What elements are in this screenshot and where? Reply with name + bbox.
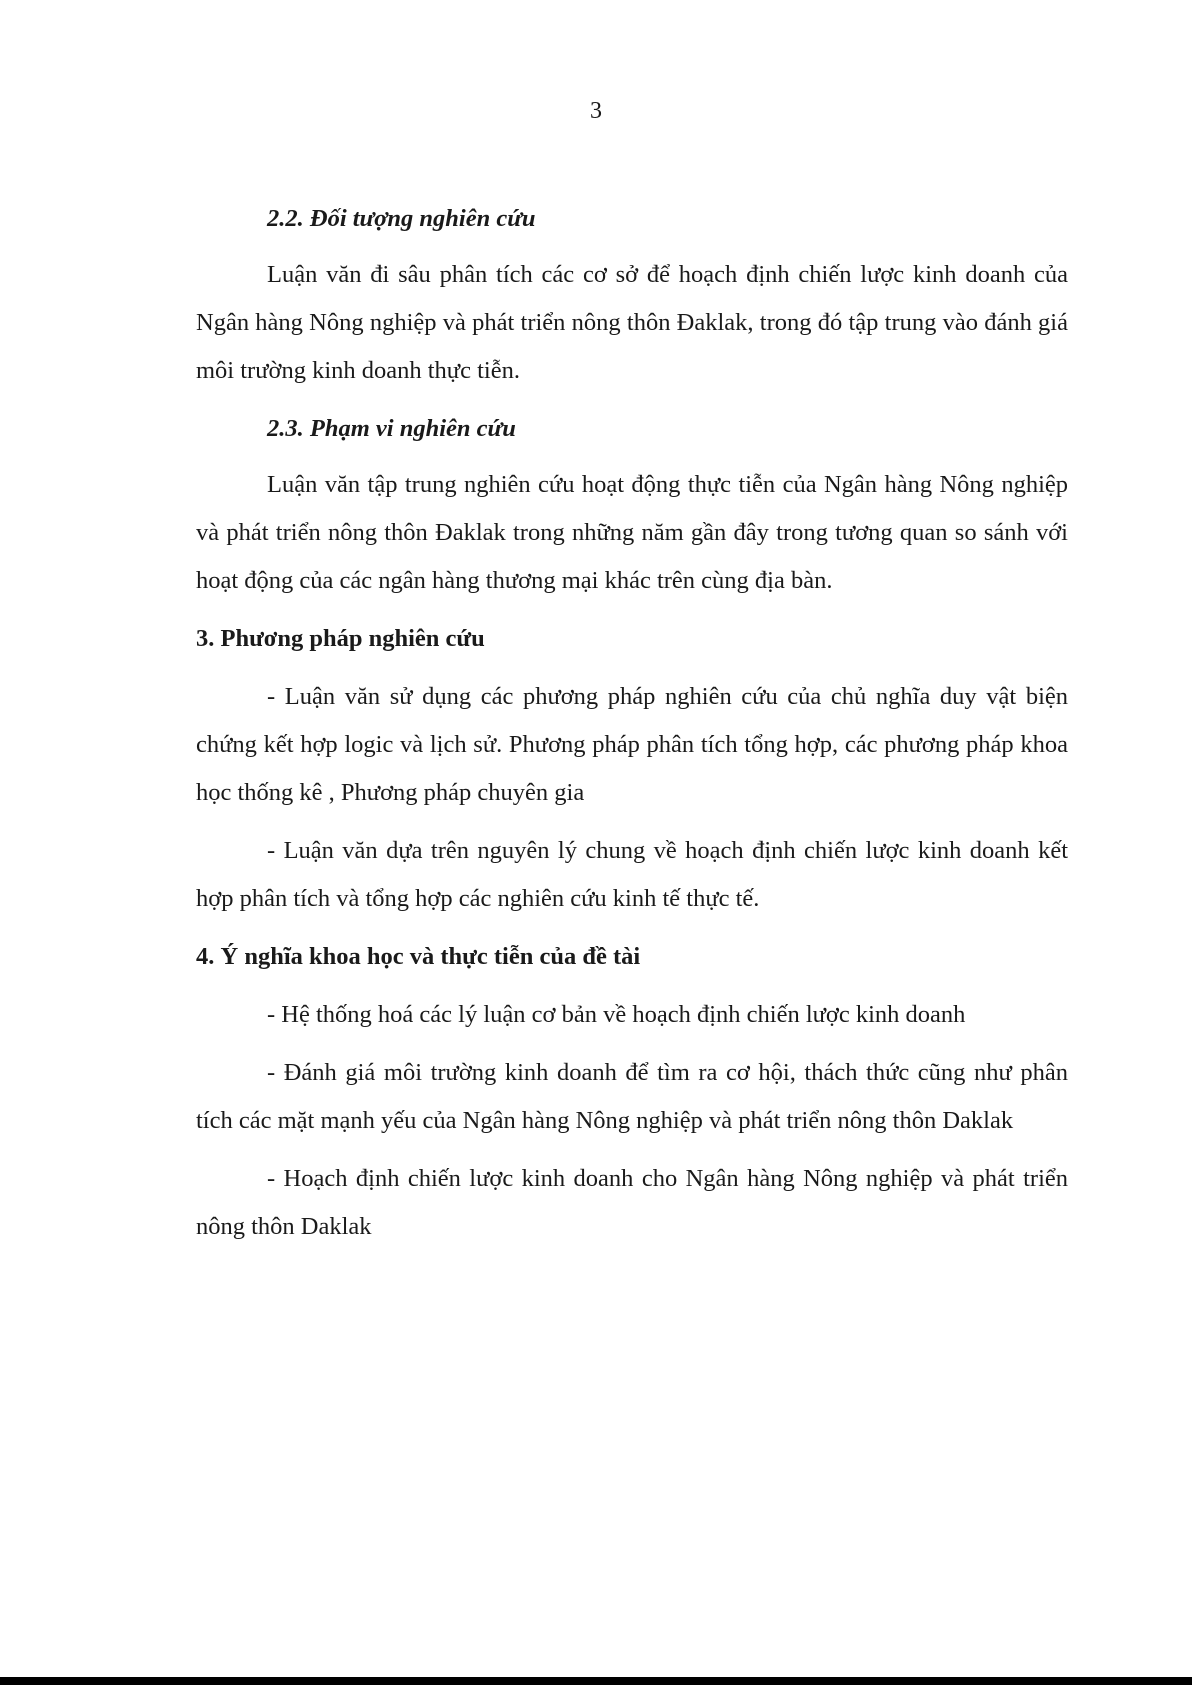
- section-4-item-3: - Hoạch định chiến lược kinh doanh cho Ngân hàng Nông nghiệp và phát triển nông thôn Daklak: [196, 1165, 1068, 1240]
- section-2-3-paragraph: Luận văn tập trung nghiên cứu hoạt động thực tiễn của Ngân hàng Nông nghiệp và phát triển nông thôn Đaklak trong những năm gần đây trong tương quan so sánh với hoạt động của các ngân hàng thương mại khác trên cùng địa bàn.: [196, 471, 1068, 594]
- section-4-heading: 4. Ý nghĩa khoa học và thực tiễn của đề tài: [196, 943, 641, 970]
- page-bottom-border: [0, 1677, 1192, 1685]
- section-3-item-1: - Luận văn sử dụng các phương pháp nghiên cứu của chủ nghĩa duy vật biện chứng kết hợp logic và lịch sử. Phương pháp phân tích tổng hợp, các phương pháp khoa học thống kê , Phương pháp chuyên gia: [196, 683, 1068, 806]
- section-2-3-heading: 2.3. Phạm vi nghiên cứu: [267, 415, 516, 442]
- section-3-item-2: - Luận văn dựa trên nguyên lý chung về hoạch định chiến lược kinh doanh kết hợp phân tích và tổng hợp các nghiên cứu kinh tế thực tế.: [196, 837, 1068, 912]
- document-body: [196, 195, 1068, 1261]
- section-2-2-paragraph: Luận văn đi sâu phân tích các cơ sở để hoạch định chiến lược kinh doanh của Ngân hàng Nông nghiệp và phát triển nông thôn Đaklak, trong đó tập trung vào đánh giá môi trường kinh doanh thực tiễn.: [196, 261, 1068, 384]
- page-number: 3: [590, 98, 602, 124]
- section-3-heading: 3. Phương pháp nghiên cứu: [196, 625, 485, 652]
- section-4-item-2: - Đánh giá môi trường kinh doanh để tìm ra cơ hội, thách thức cũng như phân tích các mặt mạnh yếu của Ngân hàng Nông nghiệp và phát triển nông thôn Daklak: [196, 1059, 1068, 1134]
- section-4-item-1: - Hệ thống hoá các lý luận cơ bản về hoạch định chiến lược kinh doanh: [267, 1001, 966, 1028]
- section-2-2-heading: 2.2. Đối tượng nghiên cứu: [267, 205, 536, 232]
